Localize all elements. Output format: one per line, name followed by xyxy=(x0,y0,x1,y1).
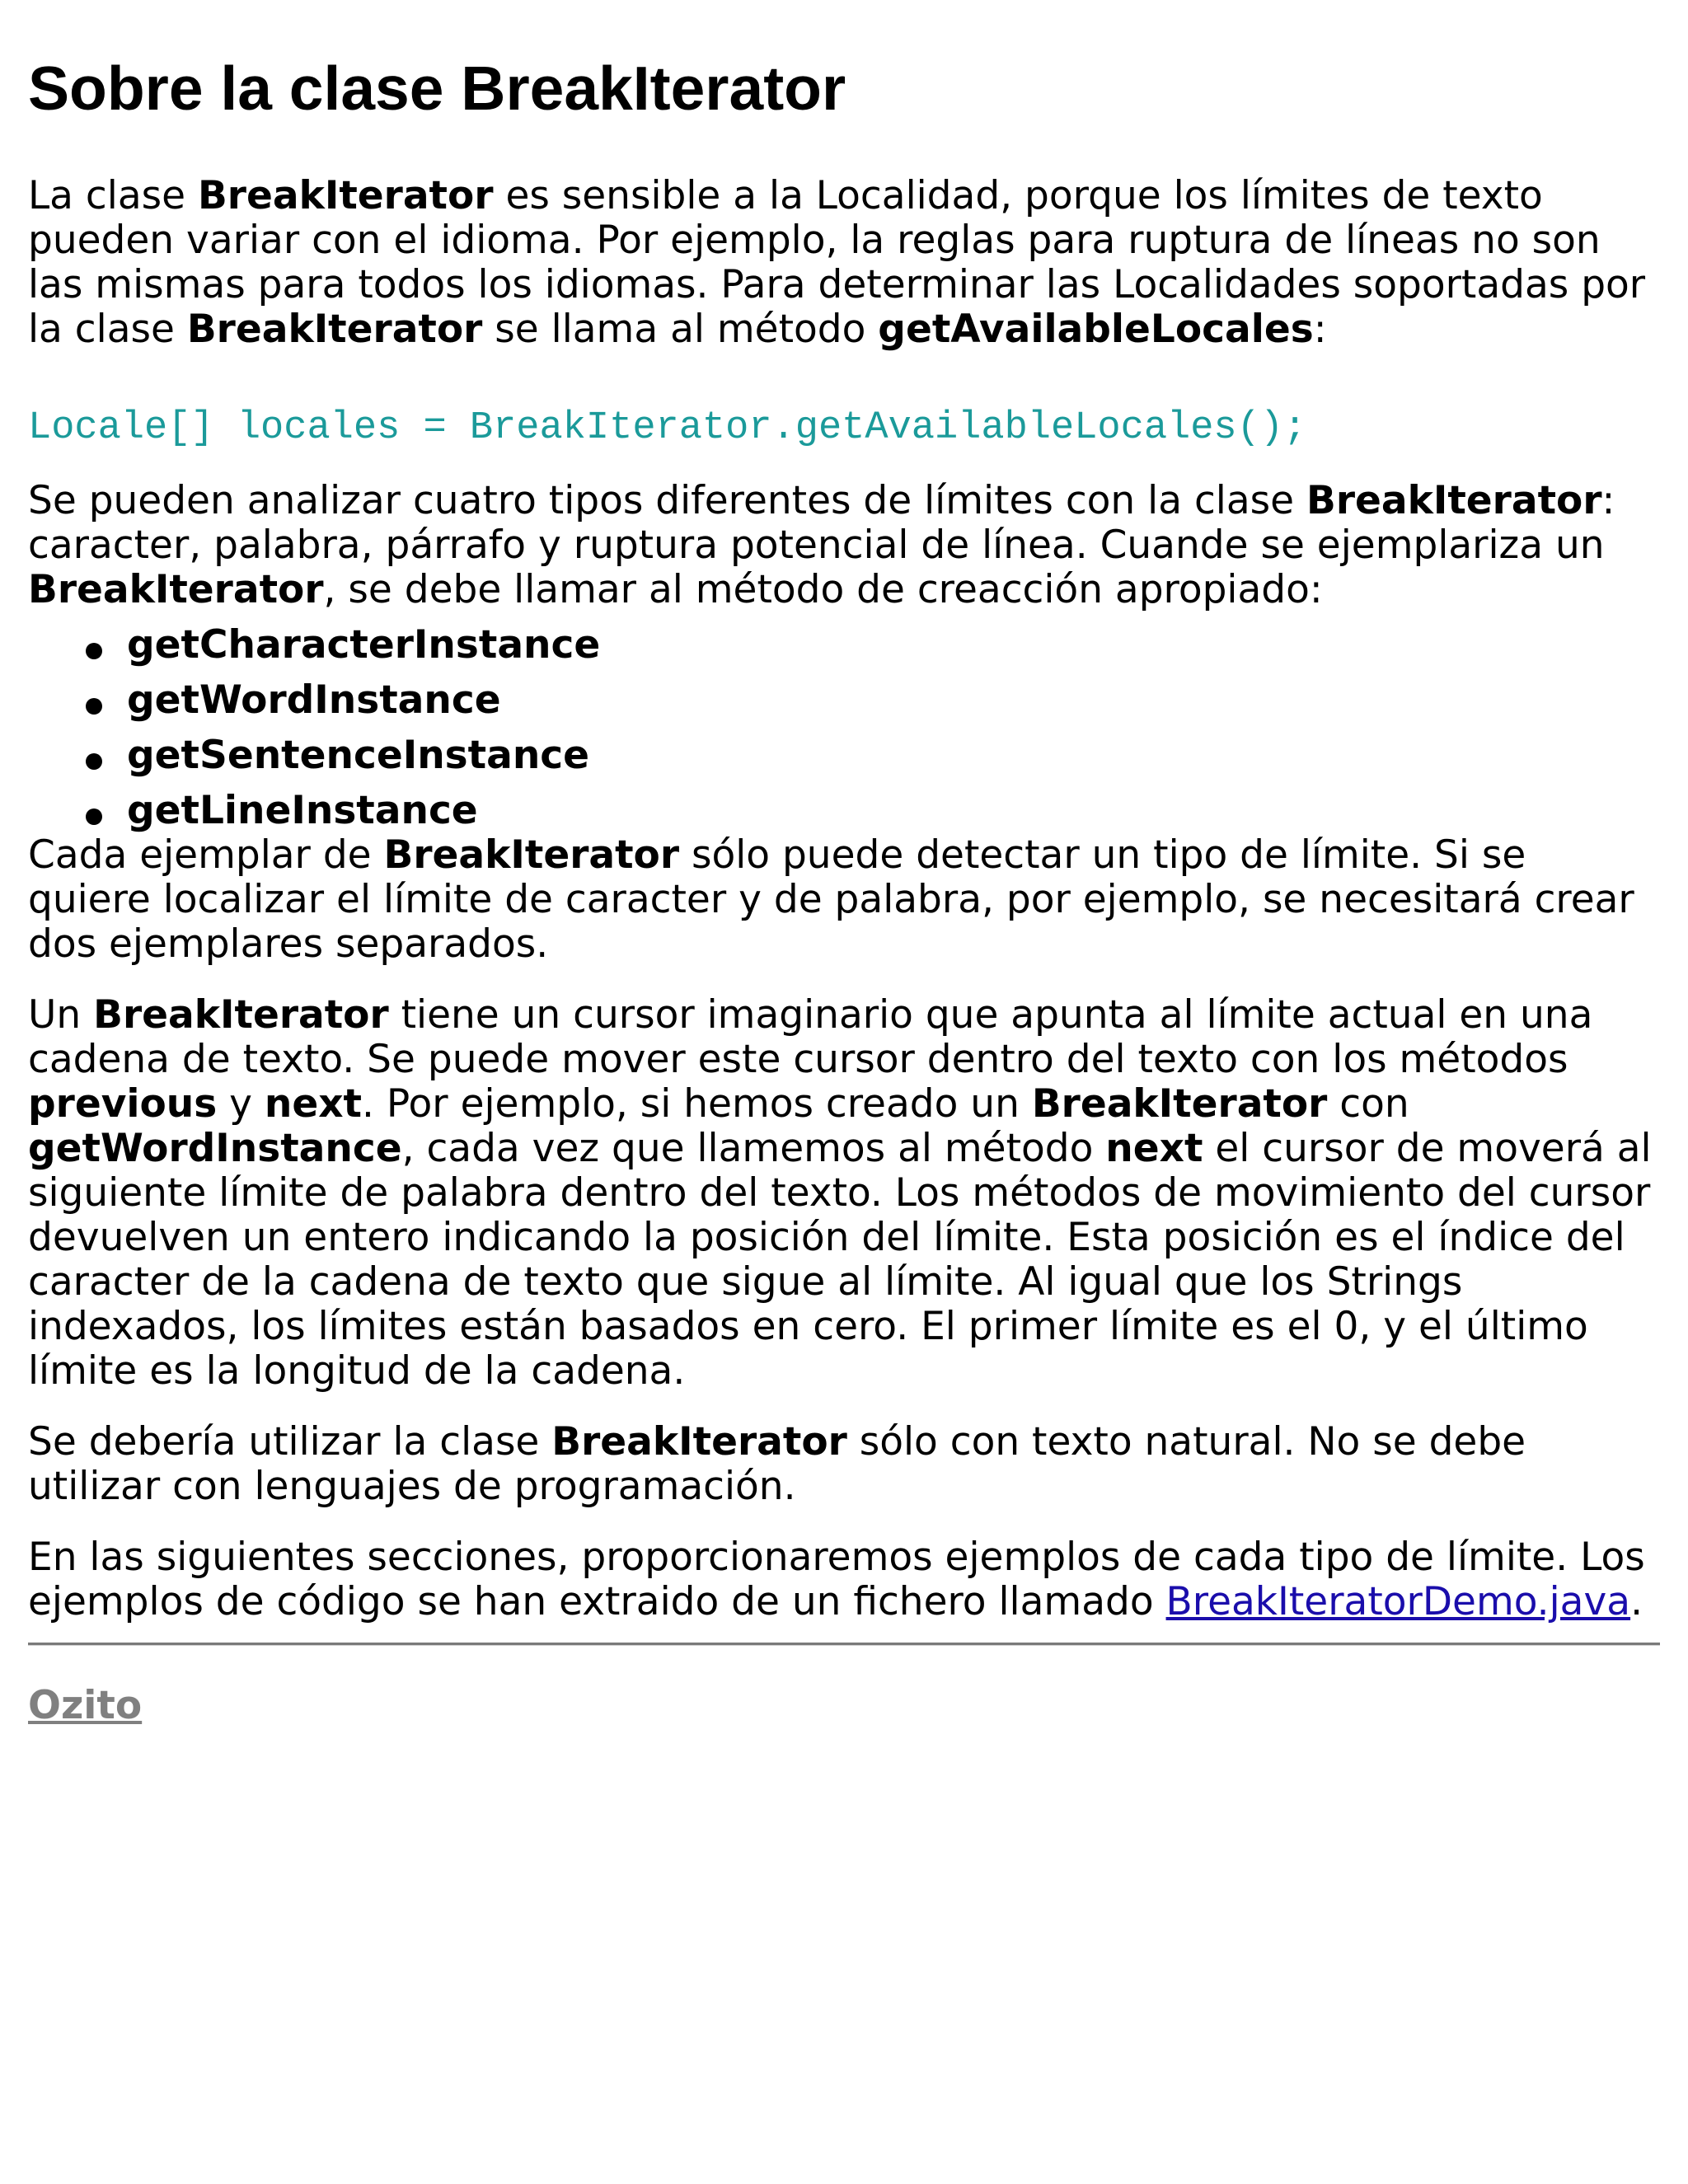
page-title: Sobre la clase BreakIterator xyxy=(28,54,846,123)
method-name: getWordInstance xyxy=(28,1126,402,1171)
text-run: Un xyxy=(28,992,94,1038)
bullet-icon xyxy=(86,698,102,715)
class-name: BreakIterator xyxy=(28,567,324,612)
text-run: Se pueden analizar cuatro tipos diferentes de límites con la clase xyxy=(28,478,1306,523)
boundary-types-paragraph xyxy=(28,479,1660,612)
text-run: : xyxy=(1313,307,1327,352)
intro-paragraph xyxy=(28,174,1660,352)
text-run: La clase xyxy=(28,173,198,218)
class-name: BreakIterator xyxy=(93,992,389,1038)
divider xyxy=(28,1643,1660,1646)
text-run: . xyxy=(1630,1579,1643,1624)
single-type-paragraph xyxy=(28,833,1660,967)
list-item xyxy=(28,789,1660,833)
text-run: sólo puede detectar un tipo de límite. Si se quiere localizar el límite de caracter y de palabra, por ejemplo, se necesitará crear dos ejemplares separados. xyxy=(28,832,1634,967)
text-run: sólo con texto natural. No se debe utilizar con lenguajes de programación. xyxy=(28,1419,1526,1509)
method-name: previous xyxy=(28,1081,218,1127)
method-name: getLineInstance xyxy=(127,788,478,833)
code-sample: Locale[] locales = BreakIterator.getAvailableLocales(); xyxy=(28,406,1307,450)
class-name: BreakIterator xyxy=(551,1419,847,1465)
ozito-link[interactable]: Ozito xyxy=(28,1683,143,1728)
factory-method-list xyxy=(28,623,1660,833)
text-run: tiene un cursor imaginario que apunta al límite actual en una cadena de texto. Se puede mover este cursor dentro del texto con los métodos xyxy=(28,992,1593,1082)
method-name: next xyxy=(1105,1126,1203,1171)
natural-text-paragraph xyxy=(28,1420,1660,1509)
text-run: Se debería utilizar la clase xyxy=(28,1419,552,1465)
bullet-icon xyxy=(86,808,102,825)
text-run: y xyxy=(217,1081,265,1127)
text-run: Cada ejemplar de xyxy=(28,832,384,878)
list-item xyxy=(28,623,1660,668)
method-name: getAvailableLocales xyxy=(878,307,1314,352)
text-run: el cursor de moverá al siguiente límite de palabra dentro del texto. Los métodos de movimiento del cursor devuelven un entero indicando la posición del límite. Esta posición es el índice del caracter de la cadena de texto que sigue al límite. Al igual que los Strings indexados, los límites están basados en cero. El primer límite es el 0, y el último límite es la longitud de la cadena. xyxy=(28,1126,1652,1394)
class-name: BreakIterator xyxy=(197,173,494,218)
class-name: BreakIterator xyxy=(1306,478,1602,523)
text-run: . Por ejemplo, si hemos creado un xyxy=(362,1081,1032,1127)
text-run: , se debe llamar al método de creacción apropiado: xyxy=(323,567,1323,612)
bullet-icon xyxy=(86,643,102,659)
list-item xyxy=(28,678,1660,723)
text-run: con xyxy=(1327,1081,1409,1127)
class-name: BreakIterator xyxy=(186,307,483,352)
demo-source-link[interactable]: BreakIteratorDemo.java xyxy=(1165,1579,1631,1624)
text-run: : caracter, palabra, párrafo y ruptura potencial de línea. Cuande se ejemplariza un xyxy=(28,478,1615,568)
text-run: , cada vez que llamemos al método xyxy=(401,1126,1106,1171)
text-run: En las siguientes secciones, proporcionaremos ejemplos de cada tipo de límite. Los ejemplos de código se han extraido de un fichero llamado xyxy=(28,1535,1645,1624)
method-name: next xyxy=(264,1081,362,1127)
text-run: es sensible a la Localidad, porque los límites de texto pueden variar con el idioma. Por ejemplo, la reglas para ruptura de líneas no son las mismas para todos los idiomas. Para determinar las Localidades soportadas por la clase xyxy=(28,173,1646,352)
method-name: getCharacterInstance xyxy=(127,622,601,668)
method-name: getWordInstance xyxy=(127,677,501,723)
list-item xyxy=(28,733,1660,778)
text-run: se llama al método xyxy=(482,307,879,352)
bullet-icon xyxy=(86,753,102,770)
class-name: BreakIterator xyxy=(1031,1081,1328,1127)
method-name: getSentenceInstance xyxy=(127,733,590,778)
next-sections-paragraph xyxy=(28,1535,1660,1624)
cursor-paragraph xyxy=(28,993,1660,1394)
page-content xyxy=(28,0,1660,1728)
class-name: BreakIterator xyxy=(383,832,680,878)
